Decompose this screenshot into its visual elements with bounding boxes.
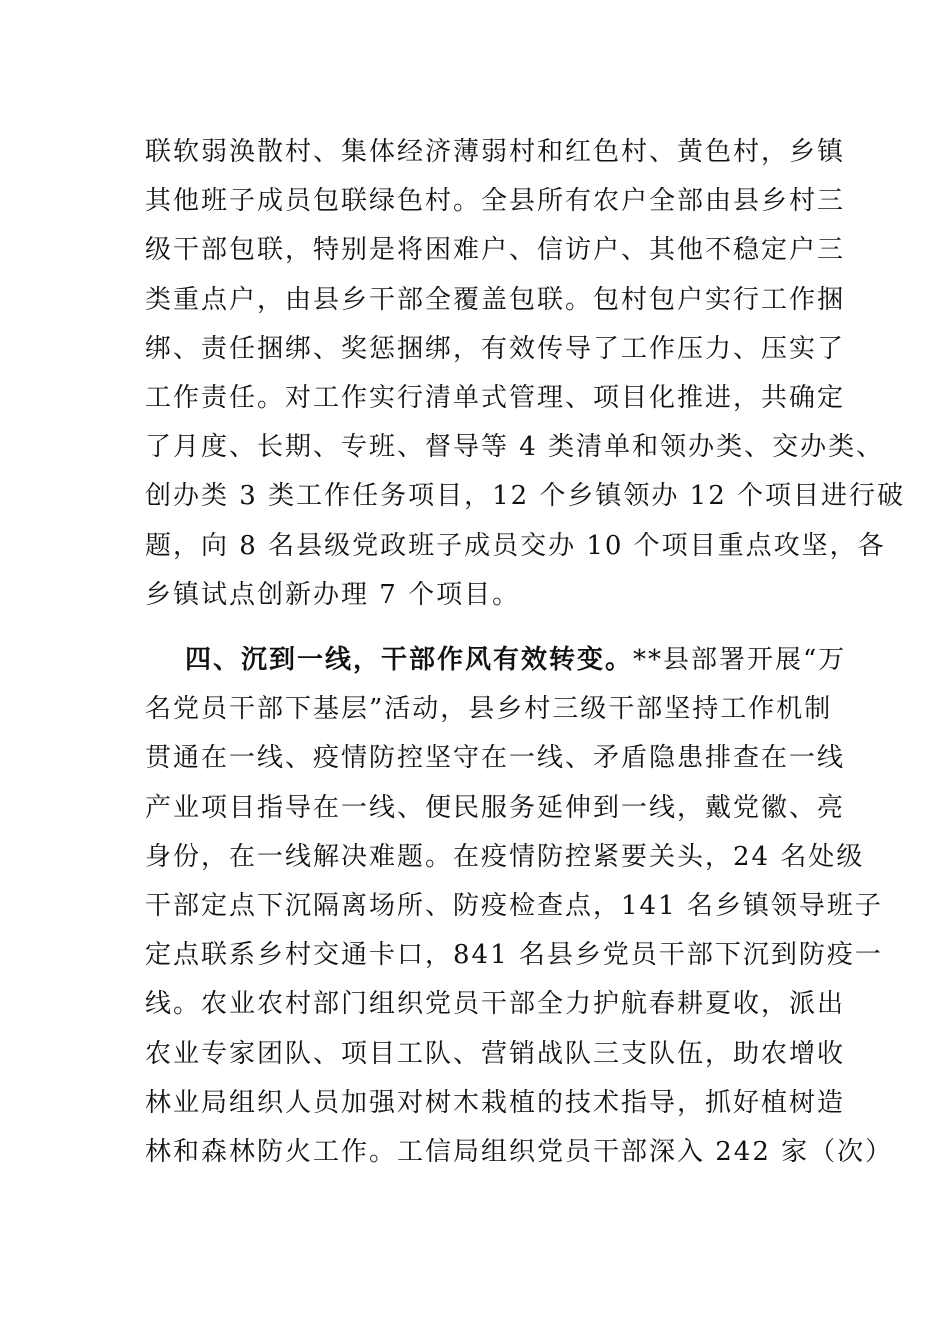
text-line: 创办类 3 类工作任务项目，12 个乡镇领办 12 个项目进行破 bbox=[145, 481, 906, 512]
text-line: 干部定点下沉隔离场所、防疫检查点，141 名乡镇领导班子 bbox=[145, 890, 883, 921]
paragraph-cadres-frontline bbox=[145, 636, 894, 1177]
text-line: 身份，在一线解决难题。在疫情防控紧要关头，24 名处级 bbox=[145, 841, 865, 872]
paragraph-responsibility-binding bbox=[145, 128, 906, 620]
text-line: 乡镇试点创新办理 7 个项目。 bbox=[145, 579, 521, 610]
text-line: 类重点户，由县乡干部全覆盖包联。包村包户实行工作捆 bbox=[145, 284, 846, 315]
text-line: 级干部包联，特别是将困难户、信访户、其他不稳定户三 bbox=[145, 235, 846, 266]
paragraph-first-line bbox=[145, 636, 847, 685]
text-line: 名党员干部下基层”活动，县乡村三级干部坚持工作机制 bbox=[145, 694, 833, 725]
text-line: 题，向 8 名县级党政班子成员交办 10 个项目重点攻坚，各 bbox=[145, 530, 886, 561]
text-line: 产业项目指导在一线、便民服务延伸到一线，戴党徽、亮 bbox=[145, 792, 846, 823]
text-line: 线。农业农村部门组织党员干部全力护航春耕夏收，派出 bbox=[145, 989, 846, 1020]
text-line: 联软弱涣散村、集体经济薄弱村和红色村、黄色村，乡镇 bbox=[145, 137, 846, 167]
text-line: 工作责任。对工作实行清单式管理、项目化推进，共确定 bbox=[145, 382, 846, 413]
section-heading: 四、沉到一线，干部作风有效转变。 bbox=[185, 645, 634, 675]
text-span: **县部署开展“万 bbox=[633, 645, 847, 675]
text-line: 绑、责任捆绑、奖惩捆绑，有效传导了工作压力、压实了 bbox=[145, 333, 846, 364]
text-line: 定点联系乡村交通卡口，841 名县乡党员干部下沉到防疫一 bbox=[145, 940, 883, 971]
text-line: 林业局组织人员加强对树木栽植的技术指导，抓好植树造 bbox=[145, 1087, 846, 1118]
text-line: 林和森林防火工作。工信局组织党员干部深入 242 家（次） bbox=[145, 1136, 894, 1167]
text-line: 农业专家团队、项目工队、营销战队三支队伍，助农增收 bbox=[145, 1038, 846, 1069]
text-line: 了月度、长期、专班、督导等 4 类清单和领办类、交办类、 bbox=[145, 432, 885, 463]
text-line: 贯通在一线、疫情防控坚守在一线、矛盾隐患排查在一线 bbox=[145, 743, 846, 774]
text-line: 其他班子成员包联绿色村。全县所有农户全部由县乡村三 bbox=[145, 186, 846, 217]
